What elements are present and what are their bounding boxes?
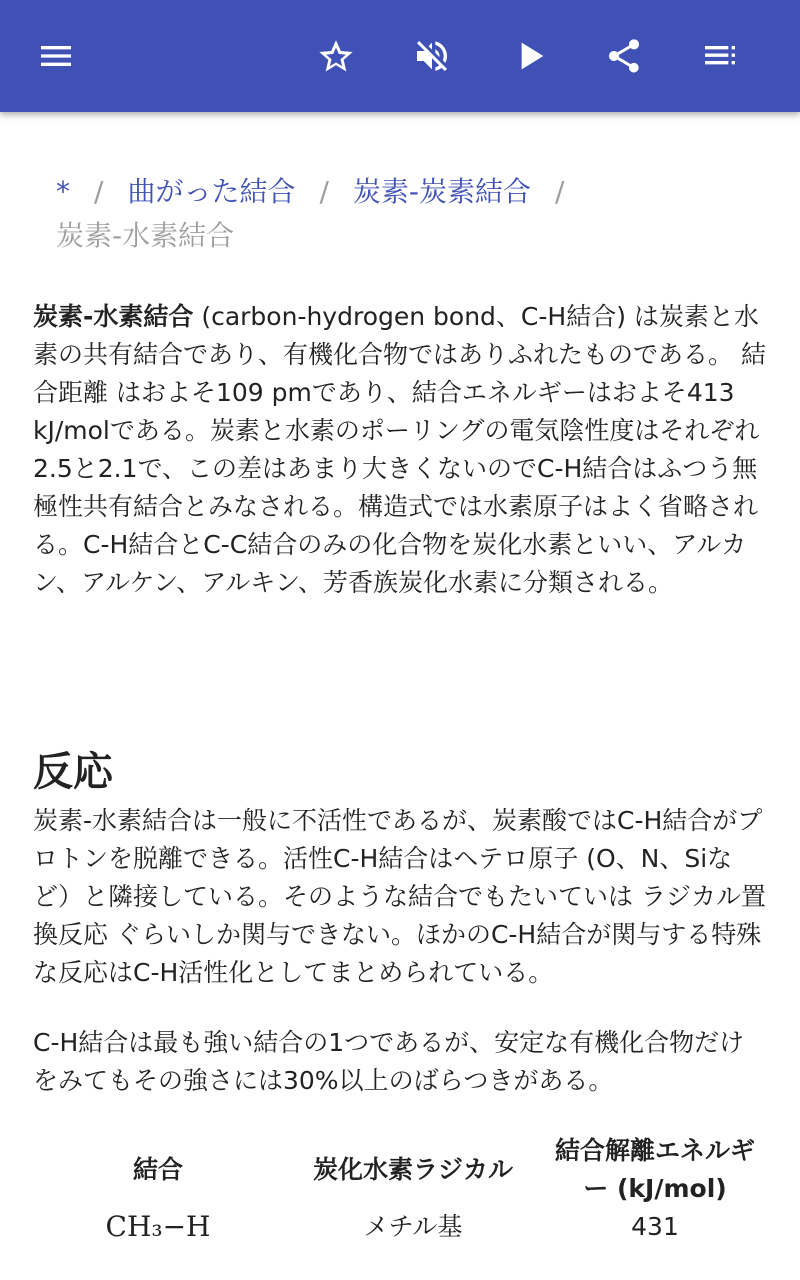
section-paragraph-1: 炭素-水素結合は一般に不活性であるが、炭素酸ではC-H結合がプロトンを脱離できる。活性C-H結合はヘテロ原子 (O、N、Siなど）と隣接している。そのような結合でもたいていは ラジカル置換反応 ぐらいしか関与できない。ほかのC-H結合が関与する特殊な反応はC-H活性化としてまとめられている。 [33,806,766,987]
table-header-bond: 結合 [132,1155,183,1184]
intro-paragraph [33,298,767,602]
playlist-icon [700,36,740,76]
bond-energy-table [33,1132,767,1246]
table-header-energy: 結合解離エネルギー (kJ/mol) [554,1136,755,1203]
table-cell-bond: CH₃−H [105,1210,211,1243]
intro-text: (carbon-hydrogen bond、C-H結合) は炭素と水素の共有結合であり、有機化合物ではありふれたものである。 結合距離 はおよそ109 pmであり、結合エネルギーはおよそ413 kJ/molである。炭素と水素のポーリングの電気陰性度はそれぞれ2.5と2.1で、この差はあまり大きくないのでC-H結合はふつう無極性共有結合とみなされる。構造式では水素原子はよく省略される。C-H結合とC-C結合のみの化合物を炭化水素といい、アルカン、アルケン、アルキン、芳香族炭化水素に分類される。 [33,302,766,597]
table-header-radical: 炭化水素ラジカル [312,1155,513,1184]
breadcrumb-separator: / [555,175,565,208]
share-icon [604,36,644,76]
breadcrumb [56,170,756,258]
table-header-row [33,1132,767,1208]
section-paragraph-2: C-H結合は最も強い結合の1つであるが、安定な有機化合物だけをみてもその強さには30%以上のばらつきがある。 [33,1028,745,1095]
play-button[interactable] [498,24,562,88]
breadcrumb-separator: / [94,175,104,208]
mute-button[interactable] [400,24,464,88]
play-icon [510,36,550,76]
article-intro [33,298,767,602]
breadcrumb-separator: / [319,175,329,208]
menu-icon [36,36,76,76]
table-row [33,1208,767,1246]
menu-button[interactable] [24,24,88,88]
breadcrumb-root-link[interactable]: * [56,175,70,208]
bookmark-button[interactable] [304,24,368,88]
star-icon [316,36,356,76]
table-cell-energy: 431 [631,1212,679,1241]
breadcrumb-link-cc-bond[interactable]: 炭素-炭素結合 [352,175,531,208]
breadcrumb-link-bent-bond[interactable]: 曲がった結合 [127,175,296,208]
intro-term: 炭素-水素結合 [33,302,194,331]
share-button[interactable] [592,24,656,88]
table-cell-radical: メチル基 [363,1212,463,1241]
app-bar [0,0,800,112]
volume-off-icon [412,36,452,76]
section-heading: 反応 [33,749,113,795]
breadcrumb-current: 炭素-水素結合 [56,219,235,252]
section-reactions [33,742,767,1100]
contents-button[interactable] [688,24,752,88]
bond-energy-table-wrap [33,1132,767,1246]
